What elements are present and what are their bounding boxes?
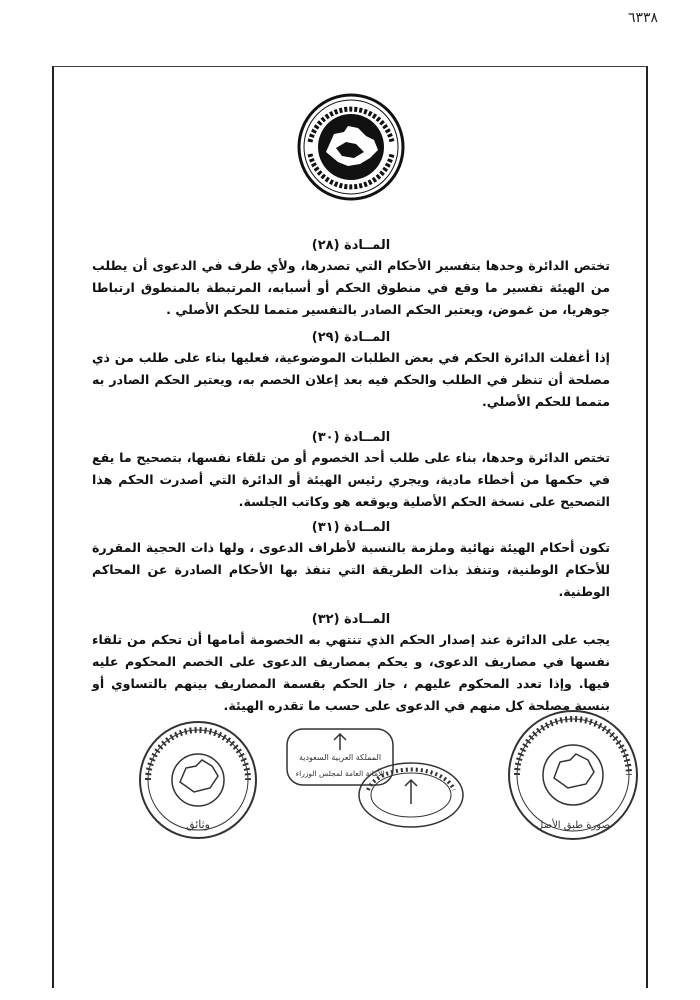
stamp-line2: الأمانة العامة لمجلس الوزراء xyxy=(295,769,385,778)
seal-caption: وثائق xyxy=(186,818,210,831)
stamp-line1: المملكة العربية السعودية xyxy=(298,753,382,762)
gcc-emblem-icon xyxy=(296,92,406,202)
article-28 xyxy=(92,238,610,321)
article-body: تختص الدائرة وحدها، بناء على طلب أحد الخصوم أو من تلقاء نفسها، بتصحيح ما يقع في حكمها من أخطاء مادية، ويجري رئيس الهيئة أو الدائرة التي أصدرت الحكم هذا التصحيح على نسخة الحكم الأصلية ويوقعه هو وكاتب الجلسة. xyxy=(92,450,610,509)
gcc-documents-seal-icon xyxy=(136,718,260,842)
article-title: المــادة (٣١) xyxy=(311,520,391,535)
article-body: تختص الدائرة وحدها بتفسير الأحكام التي تصدرها، ولأي طرف في الدعوى أن يطلب من الهيئة تفسير ما وقع في منطوق الحكم أو أسبابه، المرتبطة بالمنطوق ارتباطا جوهريا، من غموض، ويعتبر الحكم الصادر بالتفسير متمما للحكم الأصلي . xyxy=(92,258,610,317)
article-29 xyxy=(92,330,610,413)
article-title: المــادة (٣٠) xyxy=(311,430,391,445)
article-title: المــادة (٣٢) xyxy=(311,612,391,627)
article-30 xyxy=(92,430,610,513)
article-body: يجب على الدائرة عند إصدار الحكم الذي تنتهي به الخصومة أمامها أن تحكم من تلقاء نفسها في مصاريف الدعوى، و يحكم بمصاريف الدعوى على الخصم المحكوم عليه فيها. وإذا تعدد المحكوم عليهم ، جاز الحكم بقسمة المصاريف بينهم بالتساوي أو بنسبة مصلحة كل منهم في الدعوى على حسب ما تقدره الهيئة. xyxy=(92,632,610,713)
article-32 xyxy=(92,612,610,717)
page-number: ٦٣٣٨ xyxy=(628,10,659,26)
article-title: المــادة (٢٨) xyxy=(311,238,391,253)
article-title: المــادة (٢٩) xyxy=(311,330,391,345)
article-body: تكون أحكام الهيئة نهائية وملزمة بالنسبة لأطراف الدعوى ، ولها ذات الحجية المقررة للأحكام الوطنية، وتنفذ بذات الطريقة التي تنفذ بها الأحكام الصادرة عن المحاكم الوطنية. xyxy=(92,540,610,599)
article-31 xyxy=(92,520,610,603)
gcc-treaties-seal-icon xyxy=(504,706,642,844)
article-body: إذا أغفلت الدائرة الحكم في بعض الطلبات الموضوعية، فعليها بناء على طلب من ذي مصلحة أن تنظر في الطلب والحكم فيه بعد إعلان الخصم به، ويعتبر الحكم الصادر به متمما للحكم الأصلي. xyxy=(92,350,610,409)
seal-caption: صورة طبق الأصل xyxy=(536,820,610,831)
saudi-ministry-stamp-icon xyxy=(356,760,466,830)
